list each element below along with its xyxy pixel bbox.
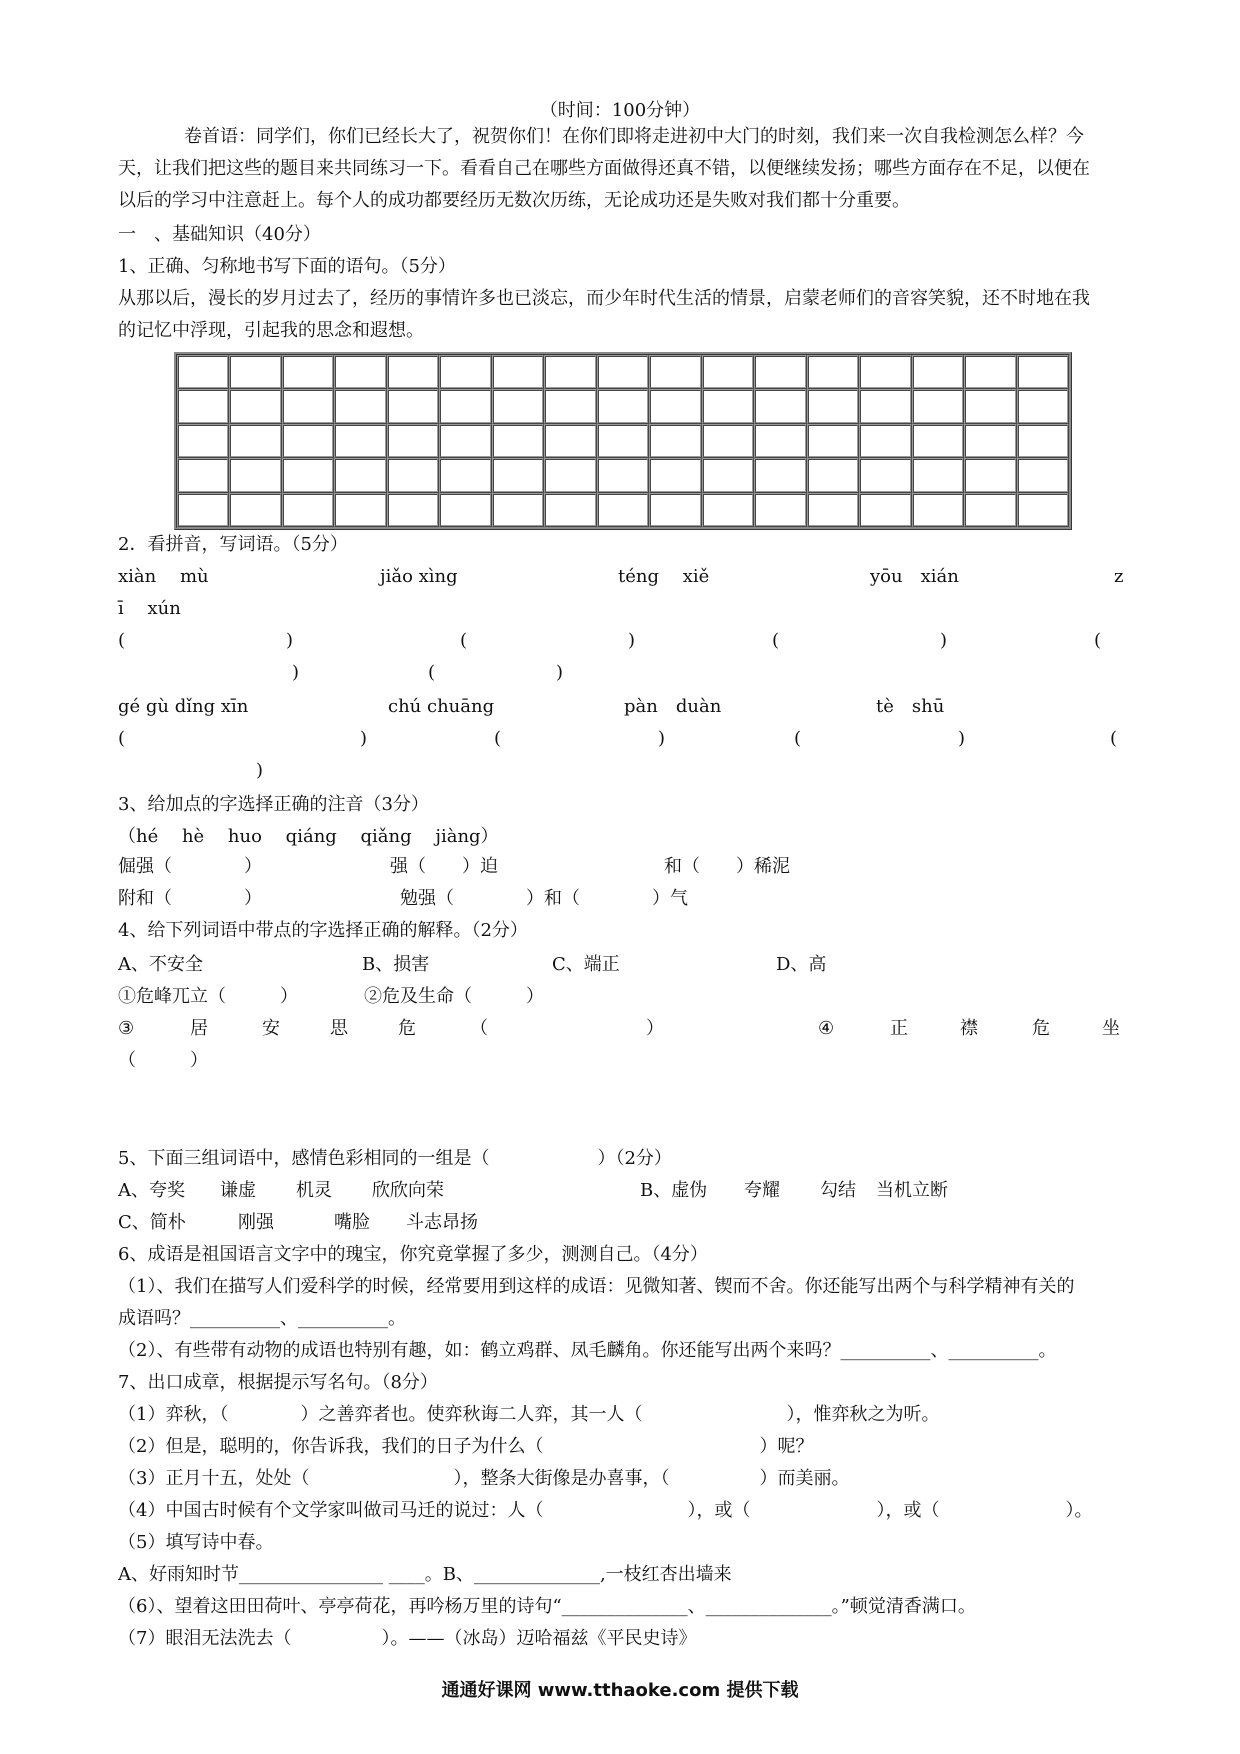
answer-bracket: ) bbox=[286, 630, 294, 651]
q7-line: （1）弈秋，（ ）之善弈者也。使弈秋诲二人弈，其一人（ ），惟弈秋之为听。 bbox=[118, 1404, 940, 1425]
q3-item: 和（ ）稀泥 bbox=[664, 856, 790, 877]
writing-cell[interactable] bbox=[702, 389, 754, 423]
writing-cell[interactable] bbox=[912, 458, 964, 492]
writing-cell[interactable] bbox=[544, 493, 596, 527]
writing-cell[interactable] bbox=[177, 424, 229, 458]
answer-bracket: ) bbox=[940, 630, 948, 651]
answer-bracket: ) bbox=[658, 728, 666, 749]
writing-cell[interactable] bbox=[807, 355, 859, 389]
pinyin-item: téng xiě bbox=[618, 566, 710, 587]
q5-word: C、简朴 bbox=[118, 1212, 186, 1233]
q5-title: 5、下面三组词语中，感情色彩相同的一组是（ ）（2分） bbox=[118, 1148, 672, 1169]
q5-word: 谦虚 bbox=[220, 1180, 256, 1201]
q4-choice: C、端正 bbox=[552, 954, 620, 975]
pinyin-item: tè shū bbox=[876, 696, 945, 717]
writing-cell[interactable] bbox=[807, 458, 859, 492]
writing-cell[interactable] bbox=[597, 355, 649, 389]
writing-cell[interactable] bbox=[229, 389, 281, 423]
answer-bracket: ( bbox=[118, 728, 126, 749]
writing-cell[interactable] bbox=[439, 355, 491, 389]
writing-cell[interactable] bbox=[1017, 424, 1069, 458]
q4-choice: B、损害 bbox=[362, 954, 430, 975]
q5-word: B、虚伪 bbox=[640, 1180, 708, 1201]
writing-cell[interactable] bbox=[229, 355, 281, 389]
writing-cell[interactable] bbox=[649, 493, 701, 527]
answer-bracket: ) bbox=[360, 728, 368, 749]
writing-cell[interactable] bbox=[1017, 389, 1069, 423]
writing-cell[interactable] bbox=[387, 493, 439, 527]
pinyin-item: z bbox=[1114, 566, 1124, 587]
q4-item: ①危峰兀立（ ） bbox=[118, 986, 298, 1007]
q7-line: A、好雨知时节________________ ____。B、______________,一枝红杏出墙来 bbox=[118, 1564, 732, 1585]
q4-item: ②危及生命（ ） bbox=[364, 986, 544, 1007]
q7-line: （6）、望着这田田荷叶、亭亭荷花，再吟杨万里的诗句“______________、______________。”顿觉清香满口。 bbox=[118, 1596, 976, 1617]
writing-cell[interactable] bbox=[807, 389, 859, 423]
q3-item: 勉强（ ）和（ ）气 bbox=[400, 888, 688, 909]
writing-cell[interactable] bbox=[334, 458, 386, 492]
q4-choice: D、高 bbox=[776, 954, 827, 975]
writing-grid[interactable] bbox=[174, 352, 1072, 530]
writing-cell[interactable] bbox=[597, 493, 649, 527]
q3-options: （hé hè huo qiáng qiǎng jiàng） bbox=[118, 826, 499, 847]
writing-cell[interactable] bbox=[439, 424, 491, 458]
pinyin-item: pàn duàn bbox=[624, 696, 722, 717]
q7-line: （4）中国古时候有个文学家叫做司马迁的说过：人（ ），或（ ），或（ ）。 bbox=[118, 1500, 1093, 1521]
q4-char: 襟 bbox=[960, 1018, 978, 1039]
writing-cell[interactable] bbox=[334, 355, 386, 389]
writing-cell[interactable] bbox=[282, 493, 334, 527]
writing-cell[interactable] bbox=[912, 389, 964, 423]
writing-cell[interactable] bbox=[544, 424, 596, 458]
writing-cell[interactable] bbox=[544, 389, 596, 423]
writing-cell[interactable] bbox=[754, 355, 806, 389]
writing-cell[interactable] bbox=[492, 424, 544, 458]
q3-item: 强（ ）迫 bbox=[390, 856, 498, 877]
q1-title: 1、正确、匀称地书写下面的语句。（5分） bbox=[118, 256, 456, 277]
writing-cell[interactable] bbox=[229, 458, 281, 492]
writing-cell[interactable] bbox=[649, 389, 701, 423]
q6-title: 6、成语是祖国语言文字中的瑰宝，你究竟掌握了多少，测测自己。（4分） bbox=[118, 1244, 708, 1265]
writing-cell[interactable] bbox=[702, 424, 754, 458]
writing-cell[interactable] bbox=[229, 424, 281, 458]
answer-bracket: ( bbox=[428, 662, 436, 683]
writing-cell[interactable] bbox=[754, 493, 806, 527]
writing-cell[interactable] bbox=[912, 424, 964, 458]
writing-cell[interactable] bbox=[754, 424, 806, 458]
writing-cell[interactable] bbox=[492, 389, 544, 423]
writing-cell[interactable] bbox=[439, 389, 491, 423]
writing-cell[interactable] bbox=[912, 355, 964, 389]
q7-line: （2）但是，聪明的，你告诉我，我们的日子为什么（ ）呢？ bbox=[118, 1436, 814, 1457]
writing-cell[interactable] bbox=[859, 355, 911, 389]
q5-word: 夸耀 bbox=[744, 1180, 780, 1201]
q5-word: 勾结 bbox=[820, 1180, 856, 1201]
intro-line-2: 天，让我们把这些的题目来共同练习一下。看看自己在哪些方面做得还真不错，以便继续发扬；哪些方面存在不足，以便在 bbox=[118, 158, 1090, 179]
q6-part1-answer: 成语吗？__________、__________。 bbox=[118, 1308, 406, 1329]
writing-cell[interactable] bbox=[807, 493, 859, 527]
writing-cell[interactable] bbox=[859, 493, 911, 527]
writing-cell[interactable] bbox=[177, 389, 229, 423]
answer-bracket: ( bbox=[794, 728, 802, 749]
writing-cell[interactable] bbox=[597, 389, 649, 423]
writing-cell[interactable] bbox=[334, 493, 386, 527]
writing-cell[interactable] bbox=[439, 493, 491, 527]
answer-bracket: ) bbox=[628, 630, 636, 651]
writing-cell[interactable] bbox=[649, 355, 701, 389]
writing-cell[interactable] bbox=[282, 355, 334, 389]
writing-cell[interactable] bbox=[334, 424, 386, 458]
writing-cell[interactable] bbox=[754, 389, 806, 423]
writing-cell[interactable] bbox=[597, 458, 649, 492]
writing-cell[interactable] bbox=[177, 458, 229, 492]
writing-cell[interactable] bbox=[1017, 458, 1069, 492]
answer-bracket: ) bbox=[556, 662, 564, 683]
writing-cell[interactable] bbox=[229, 493, 281, 527]
answer-bracket: ) bbox=[958, 728, 966, 749]
writing-cell[interactable] bbox=[649, 424, 701, 458]
writing-cell[interactable] bbox=[964, 424, 1016, 458]
writing-cell[interactable] bbox=[807, 424, 859, 458]
writing-cell[interactable] bbox=[859, 389, 911, 423]
q5-word: A、夸奖 bbox=[118, 1180, 185, 1201]
q7-line: （5）填写诗中春。 bbox=[118, 1532, 274, 1553]
pinyin-item: xiàn mù bbox=[118, 566, 209, 587]
q7-title: 7、出口成章，根据提示写名句。（8分） bbox=[118, 1372, 438, 1393]
q4-char: ④ bbox=[818, 1018, 835, 1039]
writing-cell[interactable] bbox=[282, 458, 334, 492]
q5-word: 嘴脸 bbox=[334, 1212, 370, 1233]
q4-char: 思 bbox=[330, 1018, 348, 1039]
writing-cell[interactable] bbox=[1017, 355, 1069, 389]
answer-bracket: ( bbox=[460, 630, 468, 651]
writing-cell[interactable] bbox=[702, 458, 754, 492]
writing-cell[interactable] bbox=[859, 458, 911, 492]
writing-cell[interactable] bbox=[1017, 493, 1069, 527]
writing-cell[interactable] bbox=[492, 355, 544, 389]
writing-cell[interactable] bbox=[282, 389, 334, 423]
q4-char: 安 bbox=[262, 1018, 280, 1039]
answer-bracket: ( bbox=[772, 630, 780, 651]
writing-cell[interactable] bbox=[387, 458, 439, 492]
writing-cell[interactable] bbox=[544, 355, 596, 389]
writing-cell[interactable] bbox=[702, 355, 754, 389]
pinyin-item: gé gù dǐng xīn bbox=[118, 696, 249, 717]
pinyin-item: ī xún bbox=[118, 598, 181, 619]
q4-char: 坐 bbox=[1102, 1018, 1120, 1039]
q5-word: 刚强 bbox=[238, 1212, 274, 1233]
writing-cell[interactable] bbox=[387, 355, 439, 389]
writing-cell[interactable] bbox=[177, 355, 229, 389]
q4-char: ） bbox=[646, 1018, 664, 1039]
writing-cell[interactable] bbox=[387, 424, 439, 458]
exam-time: （时间：100分钟） bbox=[539, 100, 701, 121]
writing-cell[interactable] bbox=[754, 458, 806, 492]
q2-title: 2．看拼音，写词语。（5分） bbox=[118, 534, 348, 555]
q3-item: 倔强（ ） bbox=[118, 856, 262, 877]
pinyin-item: jiǎo xìng bbox=[380, 566, 458, 587]
q4-char: 居 bbox=[190, 1018, 208, 1039]
writing-cell[interactable] bbox=[964, 493, 1016, 527]
intro-line-1: 卷首语：同学们，你们已经长大了，祝贺你们！在你们即将走进初中大门的时刻，我们来一次自我检测怎么样？今 bbox=[184, 126, 1084, 147]
q5-word: 当机立断 bbox=[876, 1180, 948, 1201]
q5-word: 机灵 bbox=[296, 1180, 332, 1201]
writing-cell[interactable] bbox=[859, 424, 911, 458]
section-heading: 一 、基础知识（40分） bbox=[118, 224, 321, 245]
q7-line: （3）正月十五，处处（ ），整条大街像是办喜事，（ ）而美丽。 bbox=[118, 1468, 850, 1489]
writing-cell[interactable] bbox=[492, 493, 544, 527]
writing-cell[interactable] bbox=[439, 458, 491, 492]
q7-line: （7）眼泪无法洗去（ ）。——（冰岛）迈哈福兹《平民史诗》 bbox=[118, 1628, 697, 1649]
writing-cell[interactable] bbox=[702, 493, 754, 527]
intro-line-3: 以后的学习中注意赶上。每个人的成功都要经历无数次历练，无论成功还是失败对我们都十分重要。 bbox=[118, 190, 910, 211]
answer-bracket: ) bbox=[292, 662, 300, 683]
pinyin-item: yōu xián bbox=[870, 566, 959, 587]
q3-item: 附和（ ） bbox=[118, 888, 262, 909]
answer-bracket: ) bbox=[256, 760, 264, 781]
q4-title: 4、给下列词语中带点的字选择正确的解释。（2分） bbox=[118, 920, 528, 941]
writing-cell[interactable] bbox=[334, 389, 386, 423]
writing-cell[interactable] bbox=[387, 389, 439, 423]
q6-part1: （1）、我们在描写人们爱科学的时候，经常要用到这样的成语：见微知著、锲而不舍。你还能写出两个与科学精神有关的 bbox=[118, 1276, 1075, 1297]
writing-cell[interactable] bbox=[177, 493, 229, 527]
q4-char: 危 bbox=[1032, 1018, 1050, 1039]
pinyin-item: chú chuāng bbox=[388, 696, 495, 717]
answer-bracket: ( bbox=[118, 630, 126, 651]
q3-title: 3、给加点的字选择正确的注音（3分） bbox=[118, 794, 429, 815]
writing-cell[interactable] bbox=[597, 424, 649, 458]
writing-cell[interactable] bbox=[544, 458, 596, 492]
q1-text-line-2: 的记忆中浮现，引起我的思念和遐想。 bbox=[118, 320, 424, 341]
q4-char: ③ bbox=[118, 1018, 135, 1039]
q5-word: 欣欣向荣 bbox=[372, 1180, 444, 1201]
q6-part2: （2）、有些带有动物的成语也特别有趣，如：鹤立鸡群、凤毛麟角。你还能写出两个来吗？__________、__________。 bbox=[118, 1340, 1057, 1361]
answer-bracket: ( bbox=[1094, 630, 1102, 651]
answer-bracket: ( bbox=[1110, 728, 1118, 749]
writing-cell[interactable] bbox=[912, 493, 964, 527]
answer-bracket: ( bbox=[494, 728, 502, 749]
writing-cell[interactable] bbox=[964, 389, 1016, 423]
writing-cell[interactable] bbox=[492, 458, 544, 492]
writing-cell[interactable] bbox=[964, 458, 1016, 492]
writing-cell[interactable] bbox=[649, 458, 701, 492]
q1-text-line-1: 从那以后，漫长的岁月过去了，经历的事情许多也已淡忘，而少年时代生活的情景，启蒙老师们的音容笑貌，还不时地在我 bbox=[118, 288, 1090, 309]
q4-char: 危 bbox=[398, 1018, 416, 1039]
writing-cell[interactable] bbox=[282, 424, 334, 458]
page-footer: 通通好课网 www.tthaoke.com 提供下载 bbox=[441, 1680, 799, 1701]
writing-cell[interactable] bbox=[964, 355, 1016, 389]
q4-char: 正 bbox=[890, 1018, 908, 1039]
q4-choice: A、不安全 bbox=[118, 954, 203, 975]
q4-char: （ bbox=[470, 1018, 488, 1039]
q4-item: （ ） bbox=[118, 1050, 208, 1071]
q5-word: 斗志昂扬 bbox=[406, 1212, 478, 1233]
